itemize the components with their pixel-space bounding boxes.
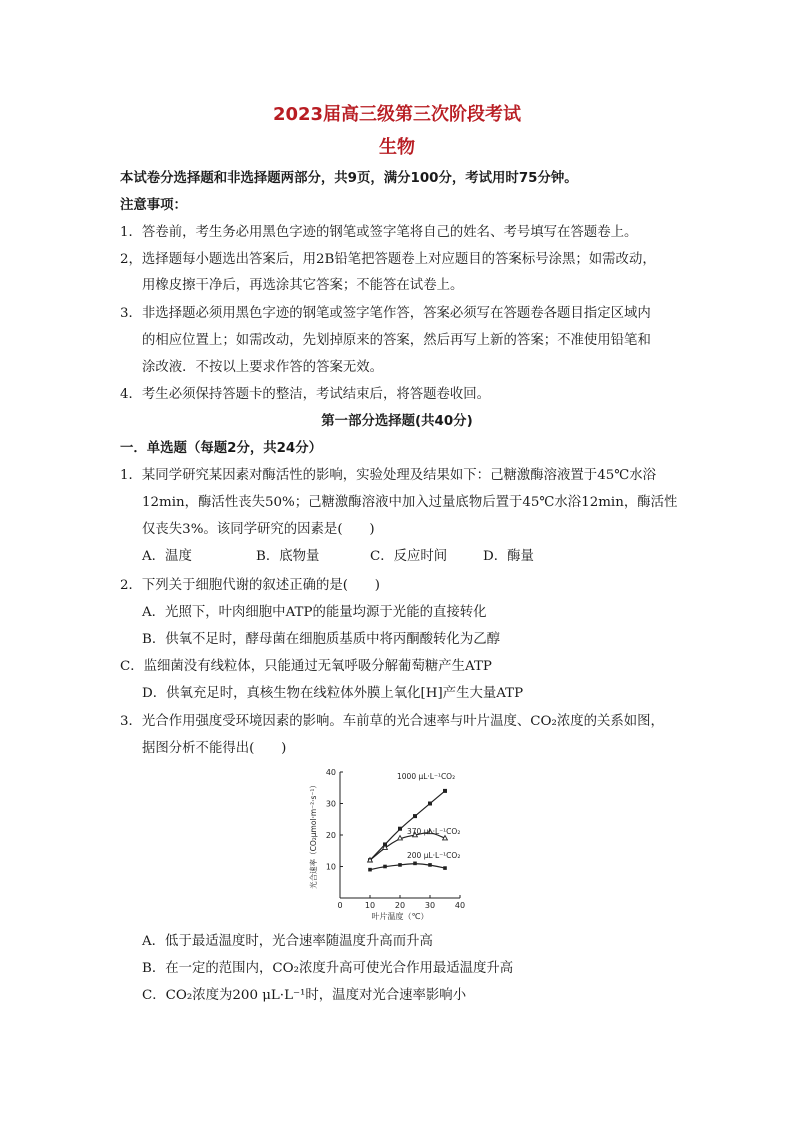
x-tick-label: 10 <box>364 901 376 910</box>
question-1-line: 12min，酶活性丧失50%；己糖激酶溶液中加入过量底物后置于45℃水浴12min，酶活性 <box>142 495 678 510</box>
series-label: 1000 μL·L⁻¹CO₂ <box>397 771 456 781</box>
y-axis-label: 光合速率（CO₂μmol·m⁻²·s⁻¹） <box>309 781 318 889</box>
part-heading: 第一部分选择题(共40分) <box>321 414 473 429</box>
y-tick-label: 20 <box>325 831 336 840</box>
question-1-option-b: B．底物量 <box>256 549 320 564</box>
notice-item: 4．考生必须保持答题卡的整洁，考试结束后，将答题卷收回。 <box>120 387 491 402</box>
data-point <box>443 836 448 840</box>
question-3-option: B．在一定的范围内，CO₂浓度升高可使光合作用最适温度升高 <box>142 961 514 976</box>
x-tick-label: 20 <box>394 901 406 910</box>
question-1-option-d: D．酶量 <box>483 549 534 564</box>
question-1-line: 1．某同学研究某因素对酶活性的影响，实验处理及结果如下：己糖激酶溶液置于45℃水浴 <box>120 468 656 483</box>
question-1-option-c: C．反应时间 <box>370 549 448 564</box>
notice-item: 2，选择题每小题选出答案后，用2B铅笔把答题卷上对应题目的答案标号涂黑；如需改动， <box>120 252 656 267</box>
series-line <box>370 791 445 860</box>
notice-item: 1．答卷前，考生务必用黑色字迹的钢笔或签字笔将自己的姓名、考号填写在答题卷上。 <box>120 225 638 240</box>
exam-intro: 本试卷分选择题和非选择题两部分，共9页，满分100分，考试用时75分钟。 <box>120 171 578 186</box>
question-3-option: C．CO₂浓度为200 μL·L⁻¹时，温度对光合速率影响小 <box>142 988 467 1003</box>
data-point <box>413 814 417 818</box>
y-tick-label: 40 <box>325 768 336 777</box>
photosynthesis-chart <box>290 760 510 920</box>
exam-title: 2023届高三级第三次阶段考试 <box>272 104 522 125</box>
series-label: 370 μL·L⁻¹CO₂ <box>407 827 461 837</box>
notice-item: 用橡皮擦干净后，再选涂其它答案；不能答在试卷上。 <box>142 278 464 293</box>
y-tick-label: 30 <box>325 799 336 809</box>
series-line <box>370 864 445 870</box>
data-point <box>398 863 402 867</box>
question-3-line: 3．光合作用强度受环境因素的影响。车前草的光合速率与叶片温度、CO₂浓度的关系如图， <box>120 714 664 729</box>
data-point <box>368 868 372 872</box>
question-1-line: 仅丧失3%。该同学研究的因素是( ) <box>142 522 375 537</box>
notice-item: 3．非选择题必须用黑色字迹的钢笔或签字笔作答，答案必须写在答题卷各题目指定区域内 <box>120 306 651 321</box>
y-tick-label: 10 <box>325 862 336 872</box>
data-point <box>383 865 387 869</box>
data-point <box>413 862 417 866</box>
question-1-option-a: A．温度 <box>142 549 192 564</box>
question-2-option: B．供氧不足时，酵母菌在细胞质基质中将丙酮酸转化为乙醇 <box>142 632 500 647</box>
notice-item: 的相应位置上；如需改动，先划掉原来的答案，然后再写上新的答案；不准使用铅笔和 <box>142 333 651 348</box>
data-point <box>443 866 447 870</box>
question-3-option: A．低于最适温度时，光合速率随温度升高而升高 <box>142 934 433 949</box>
data-point <box>428 863 432 867</box>
section-heading: 一．单选题（每题2分，共24分） <box>120 441 323 456</box>
x-axis-label: 叶片温度（℃） <box>371 912 429 920</box>
question-2-stem: 2．下列关于细胞代谢的叙述正确的是( ) <box>120 578 380 593</box>
data-point <box>428 802 432 806</box>
question-2-option: A．光照下，叶肉细胞中ATP的能量均源于光能的直接转化 <box>142 605 487 620</box>
data-point <box>398 836 403 840</box>
exam-subject: 生物 <box>379 137 415 158</box>
notice-item: 涂改液．不按以上要求作答的答案无效。 <box>142 360 384 375</box>
data-point <box>443 789 447 793</box>
question-2-option: D．供氧充足时，真核生物在线粒体外膜上氧化[H]产生大量ATP <box>142 686 524 701</box>
x-tick-label: 30 <box>424 901 436 910</box>
question-2-option: C．监细菌没有线粒体，只能通过无氧呼吸分解葡萄糖产生ATP <box>120 659 492 674</box>
data-point <box>398 827 402 831</box>
notice-heading: 注意事项： <box>120 198 187 213</box>
question-3-line: 据图分析不能得出( ) <box>142 741 287 756</box>
x-tick-label: 0 <box>337 901 343 910</box>
series-label: 200 μL·L⁻¹CO₂ <box>407 851 461 861</box>
x-tick-label: 40 <box>454 901 466 910</box>
